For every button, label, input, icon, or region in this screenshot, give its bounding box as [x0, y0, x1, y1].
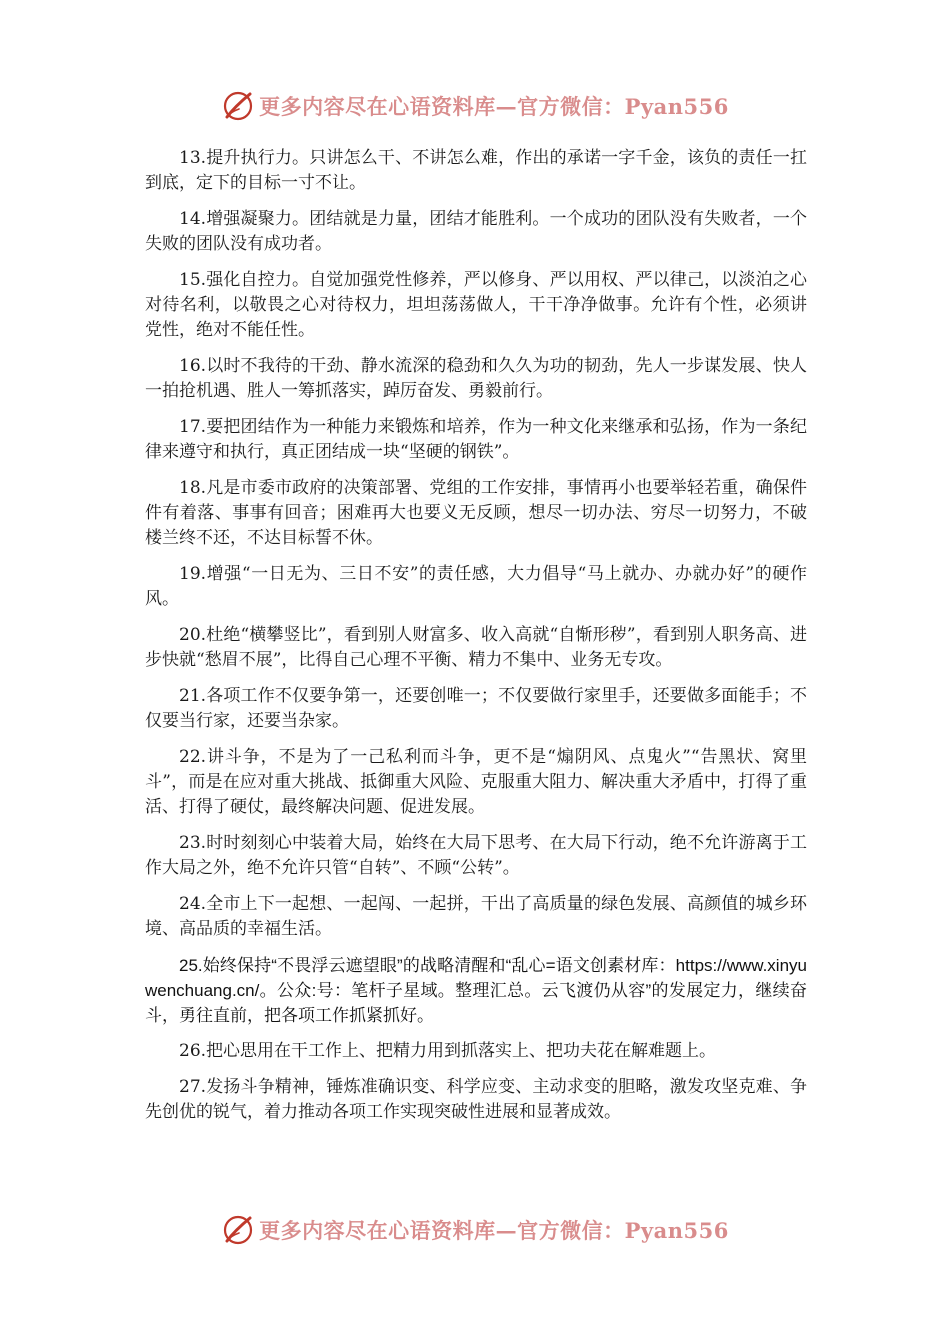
paragraph-18: 18.凡是市委市政府的决策部署、党组的工作安排，事情再小也要举轻若重，确保件件有着落、事事有回音；困难再大也要义无反顾，想尽一切办法、穷尽一切努力，不破楼兰终不还，不达目标誓不休。	[145, 478, 807, 548]
paragraph-25: 25.始终保持“不畏浮云遮望眼”的战略清醒和“乱心=语文创素材库：https://www.xinyuwenchuang.cn/。公众:号：笔杆子星域。整理汇总。云飞渡仍从容”的发展定力，继续奋斗，勇往直前，把各项工作抓紧抓好。	[145, 956, 807, 1025]
brush-logo-icon	[221, 89, 255, 123]
paragraph-24: 24.全市上下一起想、一起闯、一起拼，干出了高质量的绿色发展、高颜值的城乡环境、高品质的幸福生活。	[145, 894, 807, 939]
paragraph-21: 21.各项工作不仅要争第一，还要创唯一；不仅要做行家里手，还要做多面能手；不仅要当行家，还要当杂家。	[145, 686, 807, 731]
paragraph-26: 26.把心思用在干工作上、把精力用到抓落实上、把功夫花在解难题上。	[179, 1041, 717, 1061]
document-body	[145, 146, 807, 1136]
paragraph-17: 17.要把团结作为一种能力来锻炼和培养，作为一种文化来继承和弘扬，作为一条纪律来遵守和执行，真正团结成一块“坚硬的钢铁”。	[145, 417, 807, 462]
paragraph-14: 14.增强凝聚力。团结就是力量，团结才能胜利。一个成功的团队没有失败者，一个失败的团队没有成功者。	[145, 209, 807, 254]
paragraph-13: 13.提升执行力。只讲怎么干、不讲怎么难，作出的承诺一字千金，该负的责任一扛到底，定下的目标一寸不让。	[145, 148, 807, 193]
paragraph-19: 19.增强“一日无为、三日不安”的责任感，大力倡导“马上就办、办就办好”的硬作风。	[145, 564, 807, 609]
header-banner	[0, 84, 950, 128]
paragraph-20: 20.杜绝“横攀竖比”，看到别人财富多、收入高就“自惭形秽”，看到别人职务高、进步快就“愁眉不展”，比得自己心理不平衡、精力不集中、业务无专攻。	[145, 625, 807, 670]
paragraph-23: 23.时时刻刻心中装着大局，始终在大局下思考、在大局下行动，绝不允许游离于工作大局之外，绝不允许只管“自转”、不顾“公转”。	[145, 833, 807, 878]
header-banner-text: 更多内容尽在心语资料库—官方微信：Pyan556	[259, 94, 729, 119]
paragraph-22: 22.讲斗争，不是为了一己私利而斗争，更不是“煽阴风、点鬼火”“告黑状、窝里斗”，而是在应对重大挑战、抵御重大风险、克服重大阻力、解决重大矛盾中，打得了重活、打得了硬仗，最终解决问题、促进发展。	[145, 747, 807, 817]
footer-banner-text: 更多内容尽在心语资料库—官方微信：Pyan556	[259, 1218, 729, 1243]
footer-banner	[0, 1208, 950, 1252]
brush-logo-icon	[221, 1213, 255, 1247]
paragraph-16: 16.以时不我待的干劲、静水流深的稳劲和久久为功的韧劲，先人一步谋发展、快人一拍抢机遇、胜人一筹抓落实，踔厉奋发、勇毅前行。	[145, 356, 807, 401]
paragraph-15: 15.强化自控力。自觉加强党性修养，严以修身、严以用权、严以律己，以淡泊之心对待名利，以敬畏之心对待权力，坦坦荡荡做人，干干净净做事。允许有个性，必须讲党性，绝对不能任性。	[145, 270, 807, 340]
paragraph-27: 27.发扬斗争精神，锤炼准确识变、科学应变、主动求变的胆略，激发攻坚克难、争先创优的锐气，着力推动各项工作实现突破性进展和显著成效。	[145, 1077, 807, 1122]
